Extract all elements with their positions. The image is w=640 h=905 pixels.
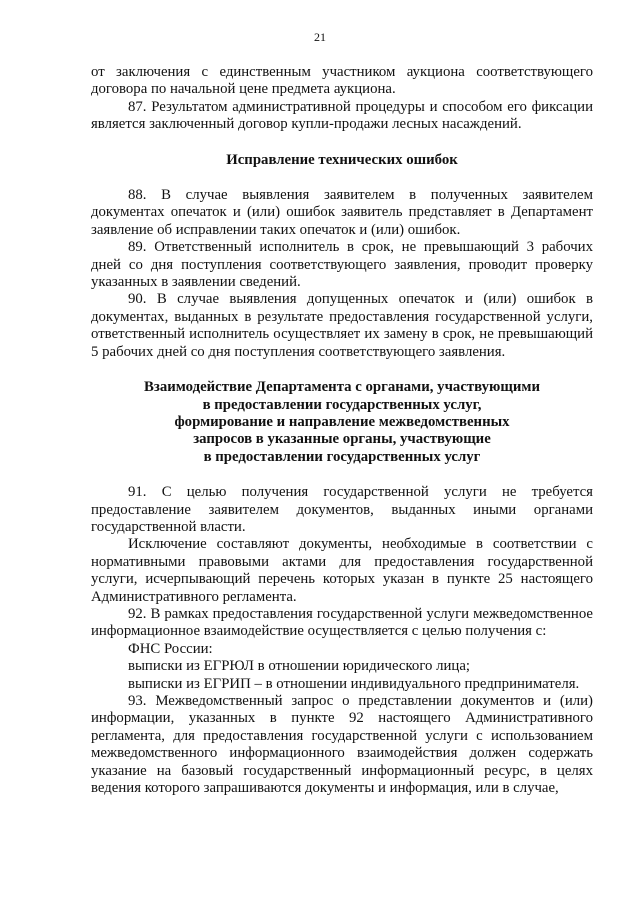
paragraph-87: 87. Результатом административной процедуры и способом его фиксации является заключенный договор купли-продажи лесных насаждений. <box>91 98 593 133</box>
paragraph-88: 88. В случае выявления заявителем в полученных заявителем документах опечаток и (или) ошибок заявитель представляет в Департамент заявление об исправлении таких опечаток и (или) ошибок. <box>91 187 593 238</box>
spacer <box>91 361 593 379</box>
heading-line: в предоставлении государственных услуг, <box>202 396 482 413</box>
paragraph-fns: ФНС России: <box>128 640 213 657</box>
heading-line: в предоставлении государственных услуг <box>203 448 481 465</box>
spacer <box>91 466 593 484</box>
paragraph-continuation: от заключения с единственным участником аукциона соответствующего договора по начальной цене предмета аукциона. <box>91 64 593 98</box>
spacer <box>91 134 593 152</box>
paragraph-91: 91. С целью получения государственной услуги не требуется предоставление заявителем документов, выданных иными органами государственной власти. <box>91 484 593 535</box>
paragraph-exception: Исключение составляют документы, необходимые в соответствии с нормативными правовыми актами для предоставления государственной услуги, исчерпывающий перечень которых указан в пункте 25 настоящего Административного регламента. <box>91 536 593 605</box>
heading-line: Взаимодействие Департамента с органами, участвующими <box>144 379 540 396</box>
spacer <box>91 169 593 187</box>
paragraph-90: 90. В случае выявления допущенных опечаток и (или) ошибок в документах, выданных в результате предоставления государственной услуги, ответственный исполнитель осуществляет их замену в срок, не превышающий 5 рабочих дней со дня поступления соответствующего заявления. <box>91 291 593 360</box>
heading-line: запросов в указанные органы, участвующие <box>193 431 491 448</box>
paragraph-93: 93. Межведомственный запрос о представлении документов и (или) информации, указанных в пункте 92 настоящего Административного регламента, для предоставления государственной услуги с использованием межведомственного информационного взаимодействия должен содержать указание на базовый государственный информационный ресурс, в целях ведения которого запрашиваются документы и информация, или в случае, <box>91 693 593 797</box>
paragraph-egrip: выписки из ЕГРИП – в отношении индивидуального предпринимателя. <box>128 675 580 692</box>
page-number: 21 <box>314 30 326 44</box>
paragraph-egrul: выписки из ЕГРЮЛ в отношении юридического лица; <box>128 658 471 675</box>
heading-line: формирование и направление межведомственных <box>174 413 510 430</box>
document-body <box>91 64 593 797</box>
paragraph-89: 89. Ответственный исполнитель в срок, не превышающий 3 рабочих дней со дня поступления соответствующего заявления, проводит проверку указанных в заявлении сведений. <box>91 239 593 291</box>
section-heading-interaction <box>91 379 593 466</box>
paragraph-92: 92. В рамках предоставления государственной услуги межведомственное информационное взаимодействие осуществляется с целью получения с: <box>91 605 593 640</box>
section-heading-technical-errors: Исправление технических ошибок <box>226 151 458 168</box>
